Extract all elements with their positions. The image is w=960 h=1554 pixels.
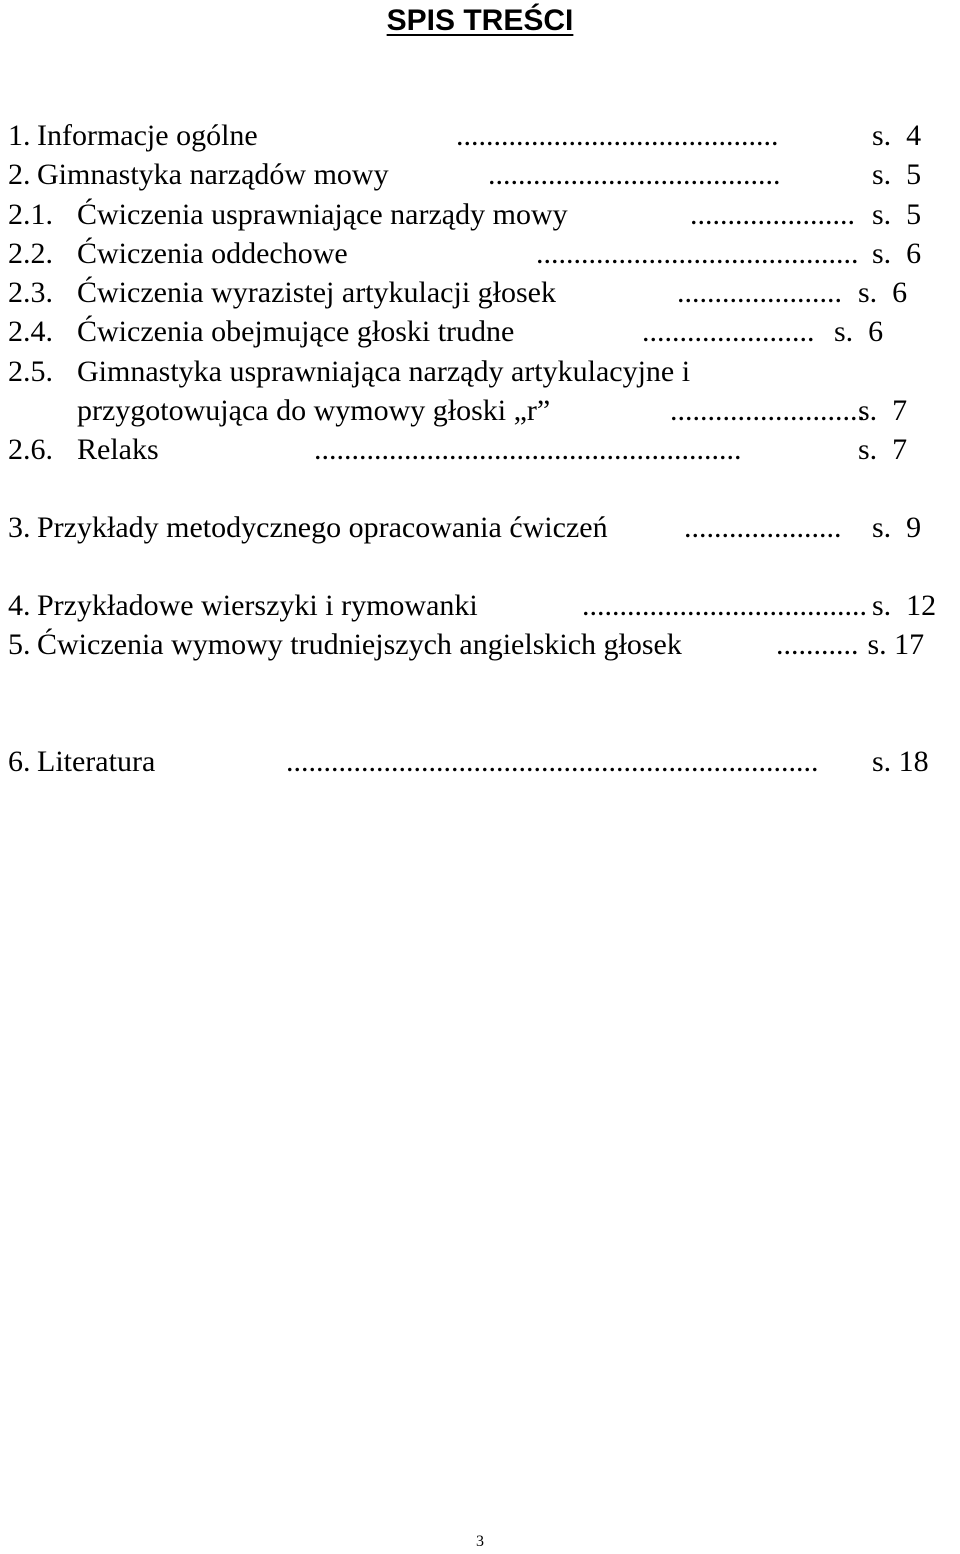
toc-entry-leader: ...................... — [690, 198, 855, 231]
toc-entry-title: Ćwiczenia wymowy trudniejszych angielskich głosek — [37, 628, 682, 661]
toc-entry-page: s. 9 — [872, 511, 922, 544]
toc-entry-title: Literatura — [37, 745, 156, 778]
toc-entry-number: 2.2. — [8, 237, 53, 270]
toc-entry-title: Ćwiczenia obejmujące głoski trudne — [77, 315, 515, 348]
toc-entry-number: 4. — [8, 589, 31, 622]
toc-entry-leader: ....................................... — [488, 158, 781, 191]
toc-entry-leader: ...................... — [677, 276, 842, 309]
toc-entry-number: 2.3. — [8, 276, 53, 309]
toc-entry-page: s. 6 — [858, 276, 908, 309]
toc-entry-title-continued: przygotowująca do wymowy głoski „r” — [77, 394, 551, 427]
toc-entry-number: 2.4. — [8, 315, 53, 348]
toc-entry-title: Ćwiczenia oddechowe — [77, 237, 348, 270]
toc-entry-page: s. 7 — [858, 394, 908, 427]
toc-entry-page: s. 5 — [872, 158, 922, 191]
toc-entry-title: Gimnastyka usprawniająca narządy artykulacyjne i — [77, 355, 691, 388]
toc-entry-page: s. 6 — [872, 237, 922, 270]
page-number: 3 — [476, 1533, 484, 1550]
toc-entry-page: s. 7 — [858, 433, 908, 466]
toc-entry-leader: .......................... — [670, 394, 865, 427]
toc-entry-leader: ........................................... — [456, 119, 779, 152]
toc-entry-title: Przykłady metodycznego opracowania ćwiczeń — [37, 511, 608, 544]
toc-entry-title: Informacje ogólne — [37, 119, 258, 152]
toc-entry-page: s. 12 — [872, 589, 937, 622]
toc-entry-leader: ...................................... — [582, 589, 867, 622]
toc-title: SPIS TREŚCI — [386, 4, 574, 37]
toc-entry-title: Relaks — [77, 433, 159, 466]
toc-entry-number: 1. — [8, 119, 31, 152]
toc-entry-number: 6. — [8, 745, 31, 778]
toc-entry-leader: ....................................................................... — [286, 745, 819, 778]
toc-entry-number: 2.5. — [8, 355, 53, 388]
toc-entry-page: s. 17 — [860, 628, 925, 661]
toc-entry-leader: ....................... — [642, 315, 815, 348]
toc-entry-title: Przykładowe wierszyki i rymowanki — [37, 589, 478, 622]
toc-entry-number: 2.6. — [8, 433, 53, 466]
toc-entry-page: s. 18 — [872, 745, 929, 778]
toc-entry-number: 3. — [8, 511, 31, 544]
toc-entry-leader: ........... — [776, 628, 859, 661]
toc-entry-title: Ćwiczenia wyrazistej artykulacji głosek — [77, 276, 556, 309]
toc-entry-leader: ..................... — [684, 511, 842, 544]
toc-entry-title: Ćwiczenia usprawniające narządy mowy — [77, 198, 568, 231]
toc-entry-page: s. 4 — [872, 119, 922, 152]
toc-entry-page: s. 5 — [872, 198, 922, 231]
toc-entry-leader: ......................................................... — [314, 433, 742, 466]
toc-entry-number: 2. — [8, 158, 31, 191]
toc-entry-number: 5. — [8, 628, 31, 661]
toc-entry-number: 2.1. — [8, 198, 53, 231]
toc-entry-page: s. 6 — [834, 315, 884, 348]
toc-entry-leader: ........................................... — [536, 237, 859, 270]
toc-entry-title: Gimnastyka narządów mowy — [37, 158, 389, 191]
